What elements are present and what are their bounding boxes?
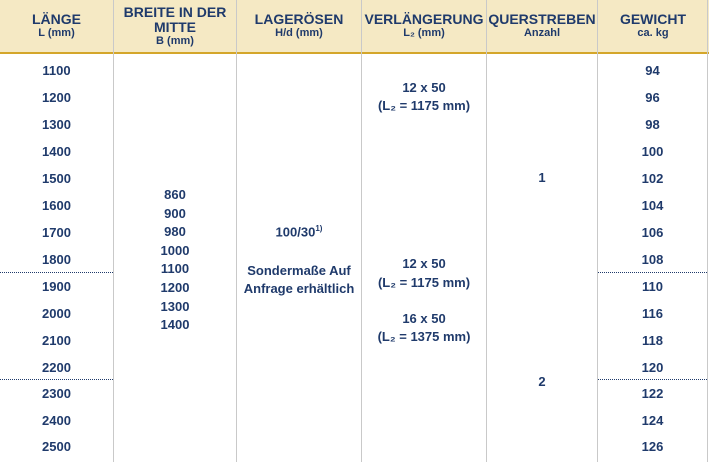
length-value: 1100 xyxy=(42,63,71,78)
weight-value: 94 xyxy=(645,63,660,78)
header-gewicht xyxy=(598,0,708,52)
header-laenge-unit: L (mm) xyxy=(38,27,75,39)
header-lageroesen-unit: H/d (mm) xyxy=(275,27,323,39)
group-separator xyxy=(598,272,707,273)
length-value: 2200 xyxy=(42,360,71,375)
length-value: 1500 xyxy=(42,171,71,186)
width-value: 1200 xyxy=(160,279,190,295)
weight-value: 108 xyxy=(641,252,664,267)
weight-value: 106 xyxy=(641,225,664,240)
querstreben-group-1: 1 xyxy=(538,170,546,185)
header-laenge-title: LÄNGE xyxy=(32,11,81,27)
header-lageroesen-title: LAGERÖSEN xyxy=(254,11,344,27)
header-querstreben-unit: Anzahl xyxy=(523,27,561,39)
weight-value: 118 xyxy=(642,333,663,348)
length-value: 1400 xyxy=(42,144,71,159)
verlaengerung-length: (L₂ = 1175 mm) xyxy=(377,98,471,113)
column-divider xyxy=(361,0,362,462)
length-value: 2300 xyxy=(42,386,71,401)
weight-value: 96 xyxy=(645,90,660,105)
width-value: 980 xyxy=(164,224,186,240)
length-value: 2100 xyxy=(42,333,71,348)
length-value: 1300 xyxy=(42,117,71,132)
verlaengerung-group-3 xyxy=(362,310,486,346)
weight-value: 100 xyxy=(641,144,664,159)
header-breite xyxy=(114,0,236,52)
verlaengerung-group-2 xyxy=(362,254,486,292)
length-value: 1200 xyxy=(42,90,71,105)
width-value: 860 xyxy=(164,187,186,202)
header-verlaengerung xyxy=(362,0,486,52)
width-value: 900 xyxy=(164,205,186,221)
table-header xyxy=(0,0,709,54)
group-separator xyxy=(0,379,113,380)
header-breite-title-line1: BREITE IN DER xyxy=(123,4,227,20)
header-verlaengerung-unit: L₂ (mm) xyxy=(403,27,445,39)
header-querstreben-title: QUERSTREBEN xyxy=(488,11,596,27)
verlaengerung-length: (L₂ = 1175 mm) xyxy=(377,275,471,290)
header-breite-title-line2: MITTE xyxy=(154,19,196,35)
lageroesen-note xyxy=(237,262,361,298)
width-value: 1400 xyxy=(160,317,190,333)
verlaengerung-size: 12 x 50 xyxy=(402,256,446,271)
group-separator xyxy=(598,379,707,380)
column-divider xyxy=(707,0,708,462)
verlaengerung-size: 12 x 50 xyxy=(402,80,446,95)
column-divider xyxy=(486,0,487,462)
verlaengerung-length: (L₂ = 1375 mm) xyxy=(377,329,471,344)
weight-value: 102 xyxy=(641,171,664,186)
length-value: 2000 xyxy=(42,306,71,321)
lageroesen-footnote: 1) xyxy=(315,224,323,233)
header-laenge xyxy=(0,0,113,52)
group-separator xyxy=(0,272,113,273)
weight-value: 104 xyxy=(641,198,664,213)
header-verlaengerung-title: VERLÄNGERUNG xyxy=(364,11,484,27)
verlaengerung-size: 16 x 50 xyxy=(402,311,446,326)
weight-value: 126 xyxy=(641,439,664,454)
header-gewicht-unit: ca. kg xyxy=(637,27,669,39)
length-value: 1900 xyxy=(42,279,71,294)
verlaengerung-group-1 xyxy=(362,79,486,115)
weight-value: 120 xyxy=(641,360,664,375)
header-breite-unit: B (mm) xyxy=(156,35,194,47)
weight-value: 98 xyxy=(645,117,660,132)
lageroesen-note-line2: Anfrage erhältlich xyxy=(243,281,355,296)
querstreben-group-2: 2 xyxy=(538,374,546,389)
width-value: 1300 xyxy=(160,298,190,314)
header-lageroesen xyxy=(237,0,361,52)
length-value: 2500 xyxy=(42,439,71,454)
length-value: 1700 xyxy=(42,225,71,240)
length-value: 2400 xyxy=(42,413,71,428)
lageroesen-value xyxy=(237,224,361,239)
weight-value: 122 xyxy=(641,386,664,401)
weight-value: 110 xyxy=(642,279,663,294)
length-value: 1600 xyxy=(42,198,71,213)
width-value: 1000 xyxy=(160,242,190,258)
lageroesen-note-line1: Sondermaße Auf xyxy=(247,263,351,278)
weight-value: 124 xyxy=(641,413,664,428)
header-querstreben xyxy=(487,0,597,52)
width-value: 1100 xyxy=(160,261,190,277)
lageroesen-dimension: 100/30 xyxy=(275,224,316,240)
length-value: 1800 xyxy=(42,252,71,267)
header-gewicht-title: GEWICHT xyxy=(619,11,687,27)
width-list xyxy=(114,186,236,335)
weight-value: 116 xyxy=(642,306,663,321)
